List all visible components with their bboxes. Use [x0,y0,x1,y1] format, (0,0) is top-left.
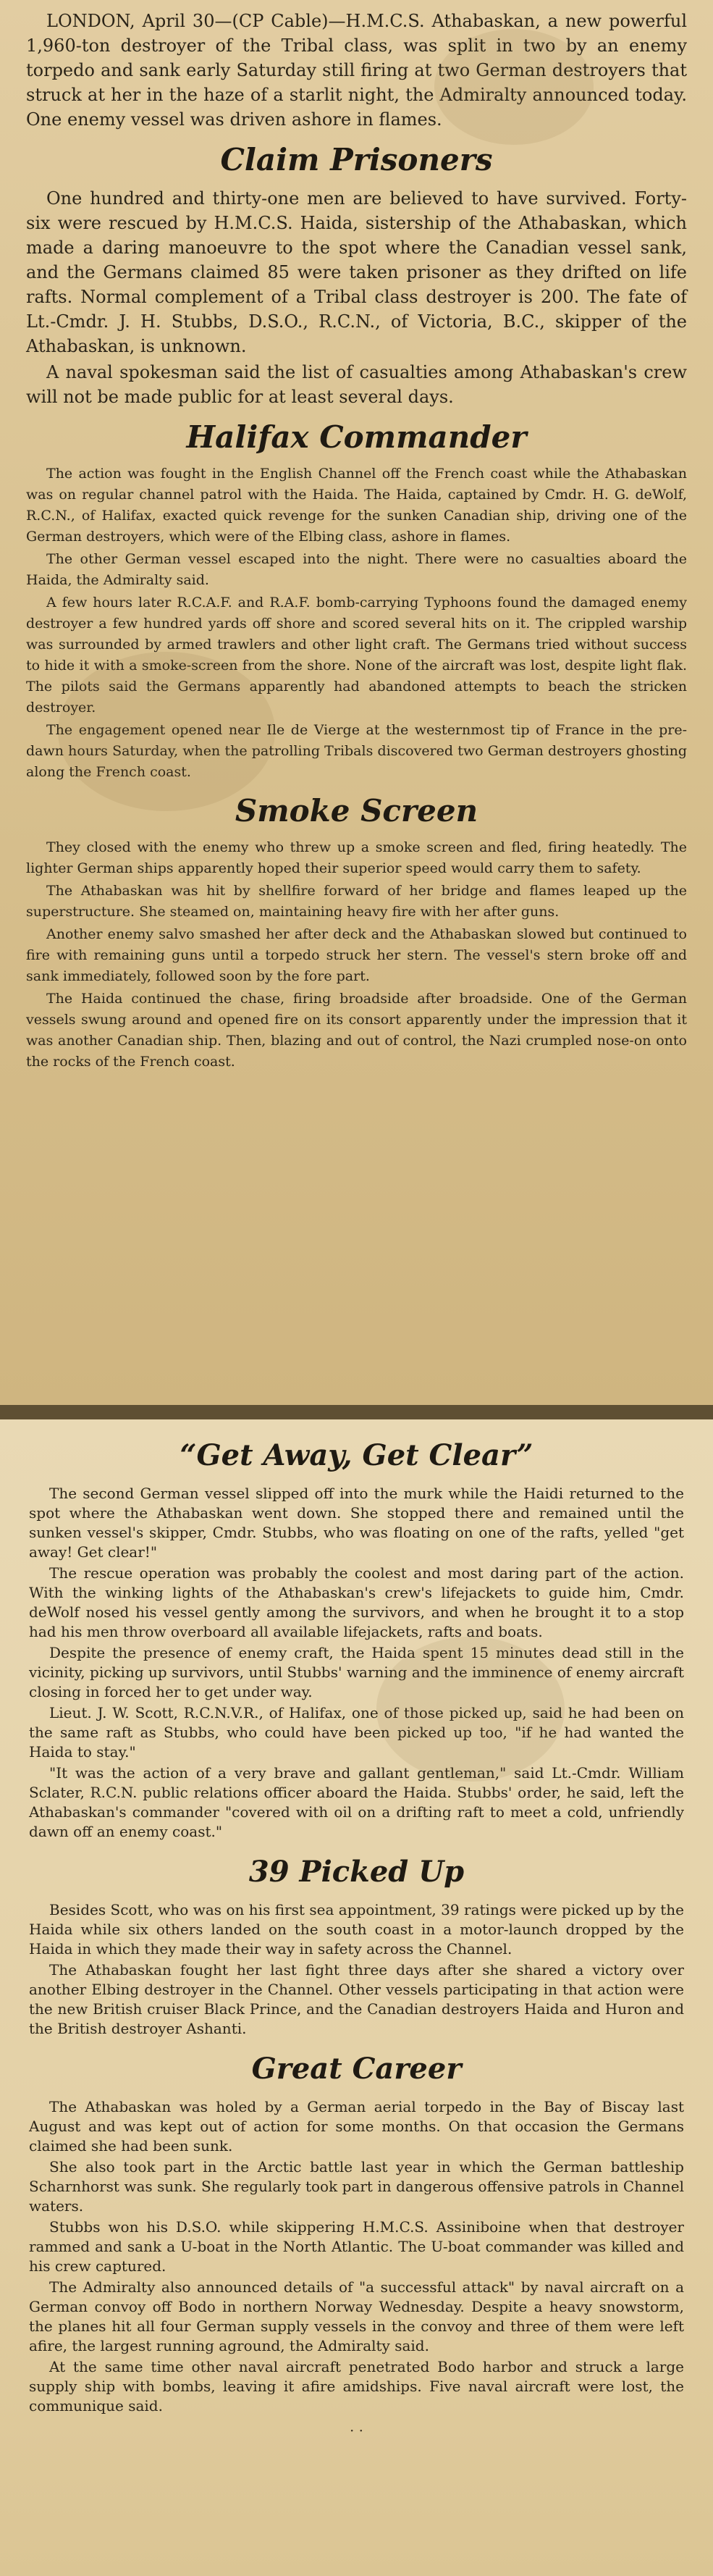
article-paragraph: The Athabaskan fought her last fight three days after she shared a victory over another Elbing destroyer in the Channel. Other vessels participating in that action were the new British cruiser Black Prince, and the Canadian destroyers Haida and Huron and the British destroyer Ashanti. [29,1961,684,2037]
article-paragraph: A naval spokesman said the list of casualties among Athabaskan's crew will not be made public for at least several days. [26,362,687,407]
article-paragraph: The engagement opened near Ile de Vierge at the westernmost tip of France in the pre-dawn hours Saturday, when the patrolling Tribals discovered two German destroyers ghosting along the French coast. [26,722,687,780]
clipping-gap [0,1405,713,1419]
article-paragraph: She also took part in the Arctic battle last year in which the German battleship Scharnhorst was sunk. She regularly took part in dangerous offensive patrols in Channel waters. [29,2158,684,2215]
subheading-halifax-commander: Halifax Commander [186,419,527,455]
article-paragraph: The Athabaskan was hit by shellfire forward of her bridge and flames leaped up the superstructure. She steamed on, maintaining heavy fire with her after guns. [26,883,687,920]
article-paragraph: One hundred and thirty-one men are believed to have survived. Forty-six were rescued by H.M.C.S. Haida, sistership of the Athabaskan, which made a daring manoeuvre to the spot where the Canadian vessel sank, and the Germans claimed 85 were taken prisoner as they drifted on life rafts. Normal complement of a Tribal class destroyer is 200. The fate of Lt.-Cmdr. J. H. Stubbs, D.S.O., R.C.N., of Victoria, B.C., skipper of the Athabaskan, is unknown. [26,188,687,356]
article-paragraph: The Admiralty also announced details of "a successful attack" by naval aircraft on a German convoy off Bodo in northern Norway Wednesday. Despite a heavy snowstorm, the planes hit all four German supply vessels in the convoy and three of them were left afire, the largest running aground, the Admiralty said. [29,2278,684,2354]
subheading-smoke-screen: Smoke Screen [235,793,478,828]
article-paragraph: The action was fought in the English Channel off the French coast while the Athabaskan was on regular channel patrol with the Haida. The Haida, captained by Cmdr. H. G. deWolf, R.C.N., of Halifax, exacted quick revenge for the sunken Canadian ship, driving one of the German destroyers, which were of the Elbing class, ashore in flames. [26,466,687,545]
end-mark: · · [349,2422,364,2439]
article-paragraph: The second German vessel slipped off into the murk while the Haidi returned to the spot where the Athabaskan went down. She stopped there and remained until the sunken vessel's skipper, Cmdr. Stubbs, who was floating on one of the rafts, yelled "get away! Get clear!" [29,1485,684,1561]
article-paragraph: Despite the presence of enemy craft, the Haida spent 15 minutes dead still in the vicinity, picking up survivors, until Stubbs' warning and the imminence of enemy aircraft closing in forced her to get under way. [29,1644,684,1700]
subheading-get-away-get-clear: “Get Away, Get Clear” [180,1438,533,1472]
article-paragraph: Another enemy salvo smashed her after deck and the Athabaskan slowed but continued to fire with remaining guns until a torpedo struck her stern. The vessel's stern broke off and sank immediately, followed soon by the fore part. [26,926,687,984]
article-paragraph: "It was the action of a very brave and gallant gentleman," said Lt.-Cmdr. William Sclater, R.C.N. public relations officer aboard the Haida. Stubbs' order, he said, left the Athabaskan's commander "covered with oil on a drifting raft to meet a cold, unfriendly dawn off an enemy coast." [29,1764,684,1840]
clipping-lower [0,1419,713,2576]
article-paragraph: The Haida continued the chase, firing broadside after broadside. One of the German vessels swung around and opened fire on its consort apparently under the impression that it was another Canadian ship. Then, blazing and out of control, the Nazi crumpled nose-on onto the rocks of the French coast. [26,991,687,1070]
article-paragraph: The other German vessel escaped into the night. There were no casualties aboard the Haida, the Admiralty said. [26,551,687,588]
lead-paragraph: LONDON, April 30—(CP Cable)—H.M.C.S. Athabaskan, a new powerful 1,960-ton destroyer of the Tribal class, was split in two by an enemy torpedo and sank early Saturday still firing at two German destroyers that struck at her in the haze of a starlit night, the Admiralty announced today. One enemy vessel was driven ashore in flames. [26,11,687,130]
article-paragraph: They closed with the enemy who threw up a smoke screen and fled, firing heatedly. The lighter German ships apparently hoped their superior speed would carry them to safety. [26,839,687,876]
article-paragraph: The Athabaskan was holed by a German aerial torpedo in the Bay of Biscay last August and was kept out of action for some months. On that occasion the Germans claimed she had been sunk. [29,2098,684,2155]
subheading-39-picked-up: 39 Picked Up [248,1855,465,1889]
article-paragraph: Besides Scott, who was on his first sea appointment, 39 ratings were picked up by the Haida while six others landed on the south coast in a motor-launch dropped by the Haida in which they made their way in safety across the Channel. [29,1901,684,1958]
article-paragraph: The rescue operation was probably the coolest and most daring part of the action. With the winking lights of the Athabaskan's crew's lifejackets to guide him, Cmdr. deWolf nosed his vessel gently among the survivors, and when he brought it to a stop had his men throw overboard all available lifejackets, rafts and boats. [29,1564,684,1640]
article-paragraph: Stubbs won his D.S.O. while skippering H.M.C.S. Assiniboine when that destroyer rammed and sank a U-boat in the North Atlantic. The U-boat commander was killed and his crew captured. [29,2218,684,2275]
article-paragraph: Lieut. J. W. Scott, R.C.N.V.R., of Halifax, one of those picked up, said he had been on the same raft as Stubbs, who could have been picked up too, "if he had wanted the Haida to stay." [29,1704,684,1761]
article-paragraph: At the same time other naval aircraft penetrated Bodo harbor and struck a large supply ship with bombs, leaving it afire amidships. Five naval aircraft were lost, the communique said. [29,2358,684,2415]
subheading-claim-prisoners: Claim Prisoners [220,142,493,177]
article-paragraph: A few hours later R.C.A.F. and R.A.F. bomb-carrying Typhoons found the damaged enemy destroyer a few hundred yards off shore and scored several hits on it. The crippled warship was surrounded by armed trawlers and other light craft. The Germans tried without success to hide it with a smoke-screen from the shore. None of the aircraft was lost, despite light flak. The pilots said the Germans apparently had abandoned attempts to beach the stricken destroyer. [26,595,687,716]
subheading-great-career: Great Career [251,2052,462,2086]
